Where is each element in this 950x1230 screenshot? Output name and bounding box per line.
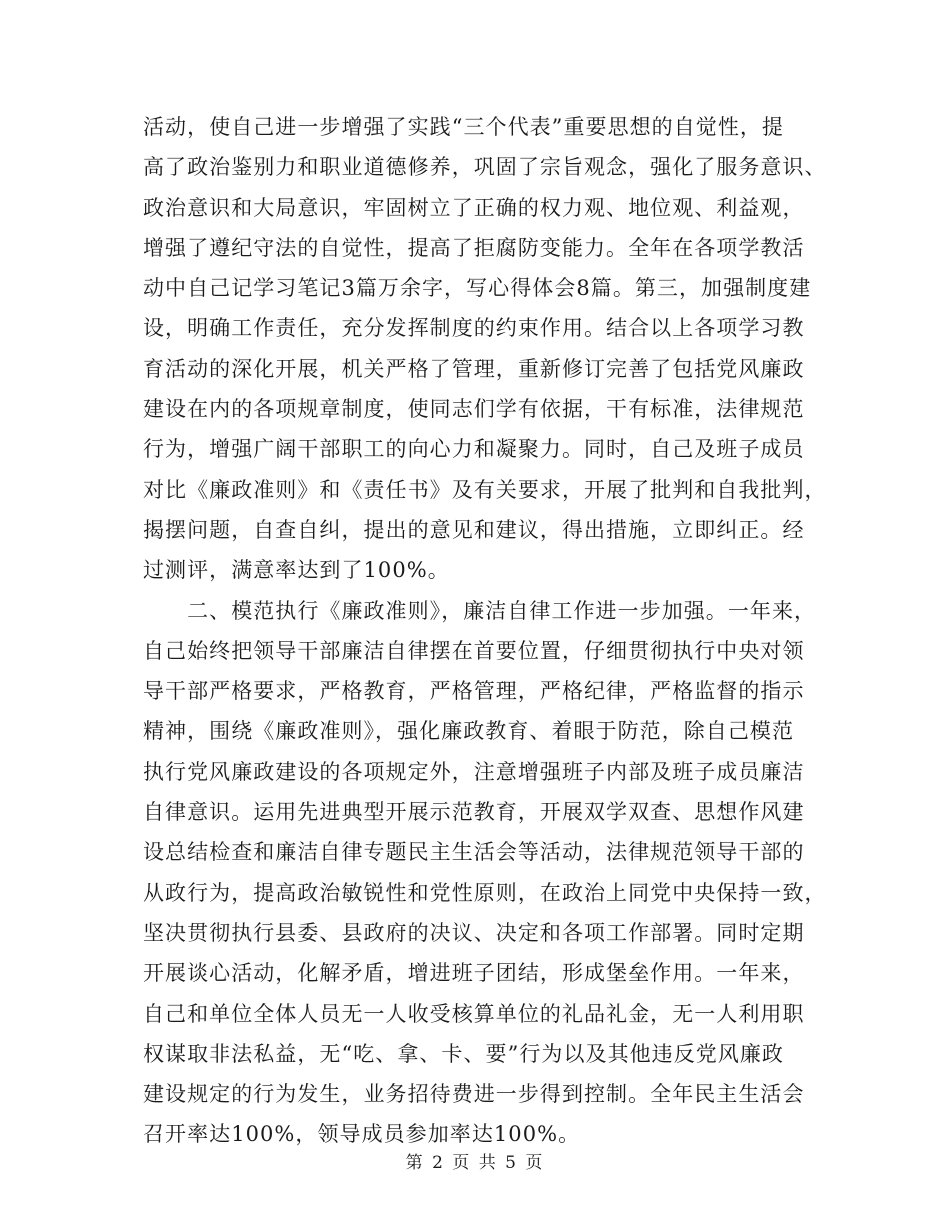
text-line: 权谋取非法私益，无“吃、拿、卡、要”行为以及其他违反党风廉政 [143, 1041, 784, 1066]
text-line: 建设在内的各项规章制度，使同志们学有依据，干有标准，法律规范 [143, 397, 805, 422]
text-line: 行为，增强广阔干部职工的向心力和凝聚力。同时，自己及班子成员 [143, 437, 805, 462]
text-line: 执行党风廉政建设的各项规定外，注意增强班子内部及班子成员廉洁 [143, 759, 805, 784]
text-line: 精神，围绕《廉政准则》，强化廉政教育、着眼于防范，除自己模范 [143, 719, 794, 744]
text-line: 坚决贯彻执行县委、县政府的决议、决定和各项工作部署。同时定期 [143, 920, 805, 945]
text-line: 从政行为，提高政治敏锐性和党性原则，在政治上同党中央保持一致， [143, 880, 827, 905]
text-line: 自己始终把领导干部廉洁自律摆在首要位置，仔细贯彻执行中央对领 [143, 638, 805, 663]
text-line: 对比《廉政准则》和《责任书》及有关要求，开展了批判和自我批判， [143, 477, 827, 502]
document-body [143, 107, 827, 1155]
page-number-footer: 第 2 页 共 5 页 [405, 1153, 545, 1173]
text-line: 设总结检查和廉洁自律专题民主生活会等活动，法律规范领导干部的 [143, 840, 805, 865]
text-line: 自律意识。运用先进典型开展示范教育，开展双学双查、思想作风建 [143, 800, 805, 825]
text-line: 政治意识和大局意识，牢固树立了正确的权力观、地位观、利益观， [143, 195, 805, 220]
text-line: 育活动的深化开展，机关严格了管理，重新修订完善了包括党风廉政 [143, 356, 805, 381]
text-line: 过测评，满意率达到了100%。 [143, 558, 450, 583]
text-line: 自己和单位全体人员无一人收受核算单位的礼品礼金，无一人利用职 [143, 1001, 805, 1026]
text-line: 揭摆问题，自查自纠，提出的意见和建议，得出措施，立即纠正。经 [143, 517, 805, 542]
text-line: 动中自己记学习笔记3篇万余字，写心得体会8篇。第三，加强制度建 [143, 276, 812, 301]
text-line: 高了政治鉴别力和职业道德修养，巩固了宗旨观念，强化了服务意识、 [143, 155, 827, 180]
text-line: 开展谈心活动，化解矛盾，增进班子团结，形成堡垒作用。一年来， [143, 961, 805, 986]
paragraph-heading-line: 二、模范执行《廉政准则》，廉洁自律工作进一步加强。一年来， [143, 598, 817, 623]
text-line: 设，明确工作责任，充分发挥制度的约束作用。结合以上各项学习教 [143, 316, 805, 341]
text-line: 召开率达100%，领导成员参加率达100%。 [143, 1122, 581, 1147]
text-line: 增强了遵纪守法的自觉性，提高了拒腐防变能力。全年在各项学教活 [143, 235, 805, 260]
text-line: 建设规定的行为发生，业务招待费进一步得到控制。全年民主生活会 [143, 1082, 805, 1107]
text-line: 导干部严格要求，严格教育，严格管理，严格纪律，严格监督的指示 [143, 679, 805, 704]
text-line: 活动，使自己进一步增强了实践“三个代表”重要思想的自觉性，提 [143, 115, 784, 139]
